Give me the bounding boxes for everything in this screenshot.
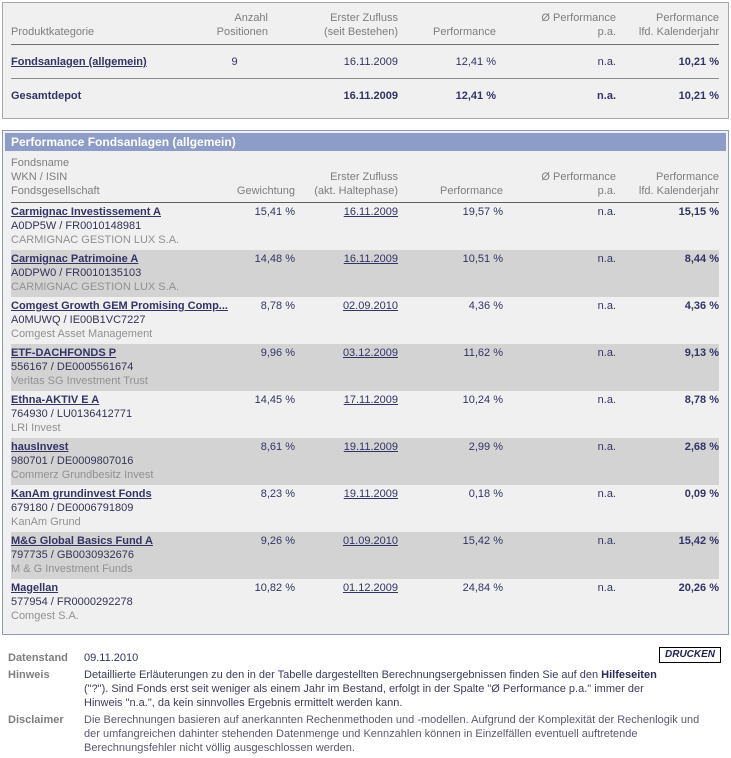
datenstand-value: 09.11.2010 <box>84 652 139 664</box>
performance-value: 19,57 % <box>462 206 503 218</box>
inflow-date-link[interactable]: 16.11.2009 <box>343 206 398 218</box>
col-gewichtung: Gewichtung <box>236 153 295 203</box>
hilfeseiten-link[interactable]: Hilfeseiten <box>601 669 657 681</box>
avg-performance-value: n.a. <box>597 582 616 594</box>
fund-row <box>11 203 719 251</box>
avg-performance-value: n.a. <box>597 206 616 218</box>
ytd-performance-value: 20,26 % <box>678 582 719 594</box>
inflow-date-link[interactable]: 03.12.2009 <box>342 347 398 359</box>
avg-performance-value: n.a. <box>597 300 616 312</box>
ytd-performance-value: 0,09 % <box>684 488 719 500</box>
fund-company: Commerz Grundbesitz Invest <box>11 469 154 481</box>
col-performance: Performance <box>398 153 503 203</box>
inflow-date-link[interactable]: 19.11.2009 <box>343 441 398 453</box>
disclaimer-text: Die Berechnungen basieren auf anerkannten Rechenmethoden und -modellen. Aufgrund der Komplexität der Rechenlogik und der umfangreichen dahinter stehenden Datenmenge und Kennzahlen können in Einzelfällen eventuell auftretende Berechnungsfehler nicht völlig ausgeschlossen werden. <box>84 714 700 754</box>
fund-row <box>11 297 719 344</box>
fund-row <box>11 391 719 438</box>
ytd-performance-value: 15,42 % <box>678 535 719 547</box>
section-title: Performance Fondsanlagen (allgemein) <box>5 133 726 151</box>
fund-company: Comgest S.A. <box>11 610 79 622</box>
fund-company: CARMIGNAC GESTION LUX S.A. <box>11 281 180 293</box>
fund-row <box>11 344 719 391</box>
first-inflow-value: 16.11.2009 <box>268 45 398 79</box>
fund-header-row <box>11 153 719 203</box>
inflow-date-link[interactable]: 01.09.2010 <box>342 535 398 547</box>
fund-name-cell <box>11 532 236 579</box>
avg-performance-value: n.a. <box>597 488 616 500</box>
avg-performance-value: n.a. <box>597 394 616 406</box>
fund-name-link[interactable]: Magellan <box>11 582 59 594</box>
col-erster-zufluss: Erster Zufluss (seit Bestehen) <box>268 5 398 45</box>
weight-value: 14,45 % <box>254 394 295 406</box>
fund-name-cell <box>11 250 236 297</box>
performance-value: 4,36 % <box>468 300 503 312</box>
wkn-isin: 797735 / GB0030932676 <box>11 549 134 561</box>
ytd-performance-value: 4,36 % <box>684 300 719 312</box>
hinweis-label: Hinweis <box>8 669 50 681</box>
inflow-date-cell <box>295 579 398 626</box>
ytd-performance-value: 2,68 % <box>684 441 719 453</box>
avg-performance-value: n.a. <box>597 347 616 359</box>
fund-name-cell <box>11 344 236 391</box>
performance-value: 10,24 % <box>462 394 503 406</box>
col-fondsname: Fondsname WKN / ISIN Fondsgesellschaft <box>11 153 236 203</box>
disclaimer-label: Disclaimer <box>8 714 64 726</box>
first-inflow-value: 16.11.2009 <box>343 90 398 102</box>
fund-name-link[interactable]: Carmignac Patrimoine A <box>11 253 139 265</box>
summary-panel <box>2 2 729 119</box>
fund-name-cell <box>11 438 236 485</box>
fund-row <box>11 485 719 532</box>
fund-company: M & G Investment Funds <box>11 563 133 575</box>
fund-name-cell <box>11 579 236 626</box>
weight-value: 8,78 % <box>260 300 295 312</box>
avg-performance-value: n.a. <box>597 441 616 453</box>
fund-name-link[interactable]: Carmignac Investissement A <box>11 206 161 218</box>
wkn-isin: A0MUWQ / IE00B1VC7227 <box>11 314 146 326</box>
fund-table <box>11 153 719 626</box>
fund-company: LRI Invest <box>11 422 61 434</box>
inflow-date-link[interactable]: 16.11.2009 <box>343 253 398 265</box>
hinweis-text: Detaillierte Erläuterungen zu den in der Tabelle dargestellten Berechnungsergebnissen finden Sie auf den Hilfeseiten ("?"). Sind Fonds erst seit weniger als einem Jahr im Bestand, erfolgt in der Spalte "Ø Performance p.a." immer der Hinweis "n.a.", da kein sinnvolles Ergebnis ermittelt werden kann. <box>84 669 657 709</box>
ytd-performance-value: 15,15 % <box>678 206 719 218</box>
wkn-isin: A0DPW0 / FR0010135103 <box>11 267 142 279</box>
category-link[interactable]: Fondsanlagen (allgemein) <box>11 56 147 68</box>
fund-name-cell <box>11 203 236 251</box>
ytd-performance-value: 8,44 % <box>684 253 719 265</box>
performance-value: 0,18 % <box>468 488 503 500</box>
fund-company: CARMIGNAC GESTION LUX S.A. <box>11 234 180 246</box>
fund-name-cell <box>11 391 236 438</box>
weight-value: 15,41 % <box>254 206 295 218</box>
summary-header-row <box>11 5 719 45</box>
inflow-date-cell <box>295 297 398 344</box>
fund-name-link[interactable]: hausInvest <box>11 441 69 453</box>
inflow-date-cell <box>295 203 398 251</box>
avg-performance-value: n.a. <box>597 535 616 547</box>
wkn-isin: 980701 / DE0009807016 <box>11 455 134 467</box>
fund-company: KanAm Grund <box>11 516 81 528</box>
col-ytd-performance: Performance lfd. Kalenderjahr <box>616 5 719 45</box>
weight-value: 9,26 % <box>260 535 295 547</box>
datenstand-label: Datenstand <box>8 652 68 664</box>
performance-value: 12,41 % <box>398 45 496 79</box>
wkn-isin: 679180 / DE0006791809 <box>11 502 134 514</box>
wkn-isin: A0DP5W / FR0010148981 <box>11 220 142 232</box>
ytd-performance-value: 10,21 % <box>678 90 719 102</box>
col-produktkategorie: Produktkategorie <box>11 5 201 45</box>
fund-performance-panel <box>2 130 729 635</box>
weight-value: 9,96 % <box>260 347 295 359</box>
fund-name-cell <box>11 485 236 532</box>
avg-performance-value: n.a. <box>597 90 616 102</box>
inflow-date-cell <box>295 391 398 438</box>
positions-value: 9 <box>201 45 268 79</box>
print-button[interactable]: DRUCKEN <box>659 647 721 663</box>
category-label: Gesamtdepot <box>11 90 82 102</box>
ytd-performance-value: 8,78 % <box>684 394 719 406</box>
col-avg-performance: Ø Performance p.a. <box>503 153 616 203</box>
inflow-date-cell <box>295 250 398 297</box>
inflow-date-link[interactable]: 19.11.2009 <box>343 488 398 500</box>
fund-name-link[interactable]: M&G Global Basics Fund A <box>11 535 153 547</box>
col-erster-zufluss: Erster Zufluss (akt. Haltephase) <box>295 153 398 203</box>
performance-value: 24,84 % <box>462 582 503 594</box>
fund-company: Comgest Asset Management <box>11 328 153 340</box>
inflow-date-cell <box>295 485 398 532</box>
fund-name-link[interactable]: KanAm grundinvest Fonds <box>11 488 152 500</box>
weight-value: 14,48 % <box>254 253 295 265</box>
fund-row <box>11 438 719 485</box>
fund-name-cell <box>11 297 236 344</box>
avg-performance-value: n.a. <box>496 45 616 79</box>
wkn-isin: 577954 / FR0000292278 <box>11 596 133 608</box>
weight-value: 8,23 % <box>260 488 295 500</box>
inflow-date-link[interactable]: 01.12.2009 <box>342 582 398 594</box>
wkn-isin: 764930 / LU0136412771 <box>11 408 133 420</box>
footer <box>2 651 729 755</box>
fund-row <box>11 532 719 579</box>
fund-row <box>11 579 719 626</box>
inflow-date-cell <box>295 532 398 579</box>
summary-row-fondsanlagen <box>11 45 719 79</box>
ytd-performance-value: 9,13 % <box>684 347 719 359</box>
performance-value: 15,42 % <box>462 535 503 547</box>
inflow-date-link[interactable]: 17.11.2009 <box>343 394 398 406</box>
wkn-isin: 556167 / DE0005561674 <box>11 361 134 373</box>
col-anzahl-positionen: Anzahl Positionen <box>201 5 268 45</box>
summary-row-gesamtdepot <box>11 79 719 113</box>
inflow-date-cell <box>295 438 398 485</box>
inflow-date-link[interactable]: 02.09.2010 <box>342 300 398 312</box>
performance-value: 11,62 % <box>463 347 503 359</box>
ytd-performance-value: 10,21 % <box>616 45 719 79</box>
weight-value: 8,61 % <box>260 441 295 453</box>
avg-performance-value: n.a. <box>597 253 616 265</box>
performance-value: 2,99 % <box>468 441 503 453</box>
performance-value: 10,51 % <box>462 253 503 265</box>
fund-company: Veritas SG Investment Trust <box>11 375 148 387</box>
fund-row <box>11 250 719 297</box>
weight-value: 10,82 % <box>254 582 295 594</box>
col-ytd-performance: Performance lfd. Kalenderjahr <box>616 153 719 203</box>
col-performance: Performance <box>398 5 496 45</box>
positions-value <box>201 79 268 113</box>
fund-name-link[interactable]: Ethna-AKTIV E A <box>11 394 100 406</box>
fund-name-link[interactable]: Comgest Growth GEM Promising Comp... <box>11 300 228 312</box>
fund-name-link[interactable]: ETF-DACHFONDS P <box>11 347 117 359</box>
performance-value: 12,41 % <box>455 90 496 102</box>
col-avg-performance: Ø Performance p.a. <box>496 5 616 45</box>
inflow-date-cell <box>295 344 398 391</box>
summary-table <box>11 5 719 112</box>
